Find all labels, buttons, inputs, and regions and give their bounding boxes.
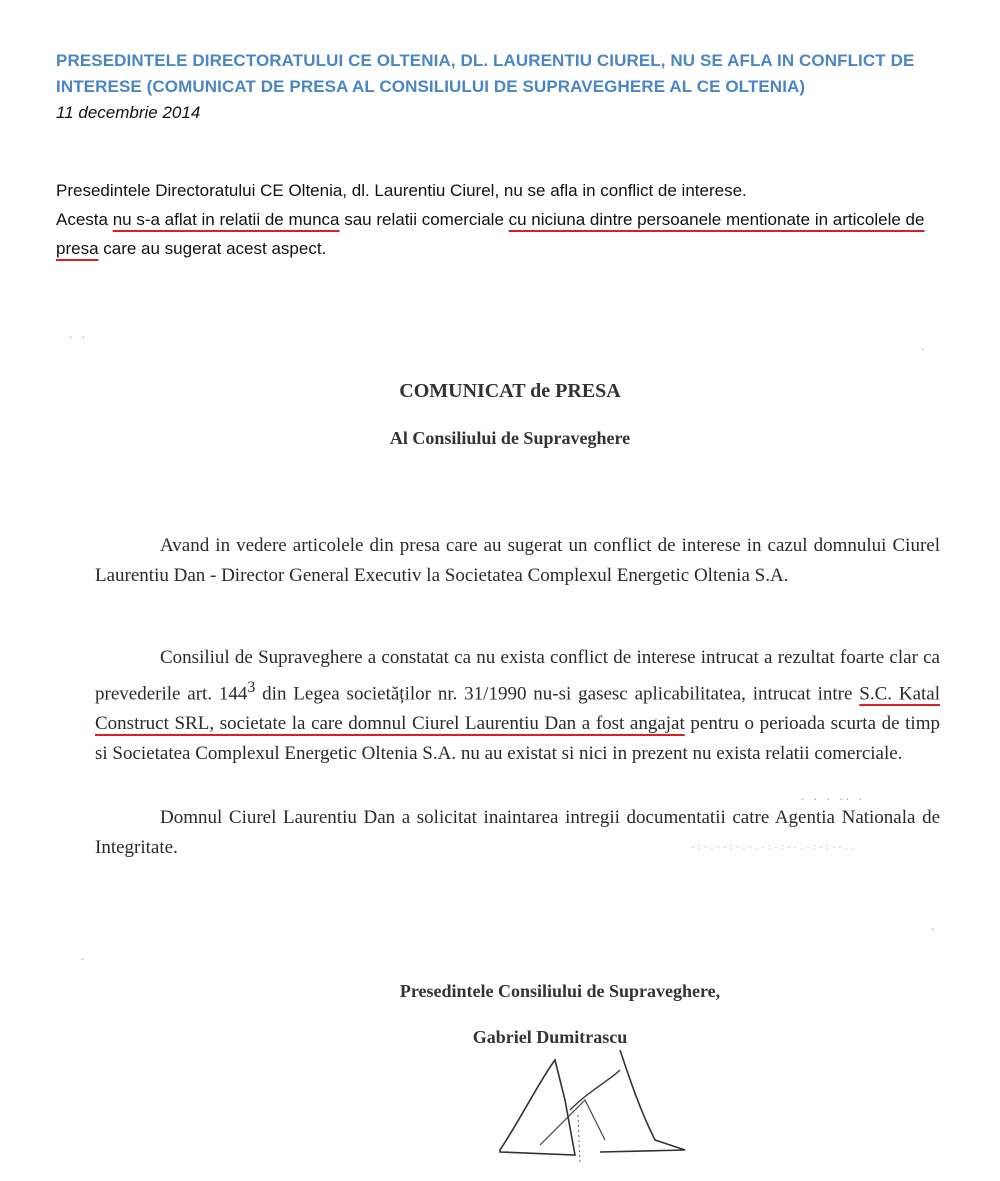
scan-speck: ·:·.··:·.·.·:·:··.·:·:··.. <box>690 843 857 853</box>
scan-speck: · <box>930 925 937 935</box>
paragraph-2 <box>95 643 940 769</box>
intro-text-e: care au sugerat acest aspect. <box>98 239 327 258</box>
scan-speck: · · · ·· · <box>800 795 865 805</box>
intro-line-1: Presedintele Directoratului CE Oltenia, dl. Laurentiu Ciurel, nu se afla in conflict de interese. <box>56 181 747 200</box>
signature-name: Gabriel Dumitrascu <box>472 1027 628 1047</box>
article-header <box>56 48 956 126</box>
scan-speck: · <box>920 345 927 355</box>
superscript-3: 3 <box>247 679 256 696</box>
paragraph-2-b: din Legea societăților nr. 31/1990 nu-si gasesc aplicabilitatea, intrucat intre <box>255 683 860 705</box>
signature-role: Presedintele Consiliului de Supraveghere, <box>399 981 721 1001</box>
paragraph-2-d: pentru o perioada scurta de timp si Societatea Complexul Energetic Oltenia S.A. nu au existat si nici in prezent nu exista relatii comerciale. <box>95 713 940 765</box>
article-title: PRESEDINTELE DIRECTORATULUI CE OLTENIA, DL. LAURENTIU CIUREL, NU SE AFLA IN CONFLICT DE INTERESE (COMUNICAT DE PRESA AL CONSILIULUI DE SUPRAVEGHERE AL CE OLTENIA) <box>56 51 915 96</box>
press-release-title: COMUNICAT de PRESA <box>399 380 621 402</box>
press-release-subtitle: Al Consiliului de Supraveghere <box>389 428 631 448</box>
paragraph-3: Domnul Ciurel Laurentiu Dan a solicitat inaintarea intregii documentatii catre Agentia Nationala de Integritate. <box>95 807 940 858</box>
intro-line-2 <box>56 205 966 263</box>
scan-speck: · · <box>68 333 88 343</box>
underlined-phrase-2: cu niciuna dintre persoanele mentionate in articolele de presa <box>56 210 925 258</box>
paragraph-2-a: Consiliul de Supraveghere a constatat ca nu exista conflict de interese intrucat a rezultat foarte clar ca prevederile art. 144 <box>95 647 940 705</box>
paragraph-1: Avand in vedere articolele din presa care au sugerat un conflict de interese in cazul domnului Ciurel Laurentiu Dan - Director General Executiv la Societatea Complexul Energetic Oltenia S.A. <box>95 535 940 586</box>
scan-speck: · <box>80 955 87 965</box>
scanned-press-release <box>60 325 960 1165</box>
article-date: 11 decembrie 2014 <box>56 103 201 122</box>
underlined-phrase-3: S.C. Katal Construct SRL, societate la care domnul Ciurel Laurentiu Dan a fost angajat <box>95 683 940 735</box>
intro-text <box>56 176 966 263</box>
underlined-phrase-1: nu s-a aflat in relatii de munca <box>112 210 340 229</box>
intro-text-c: sau relatii comerciale <box>339 210 509 229</box>
intro-text-a: Acesta <box>56 210 113 229</box>
handwritten-signature <box>480 1040 700 1170</box>
